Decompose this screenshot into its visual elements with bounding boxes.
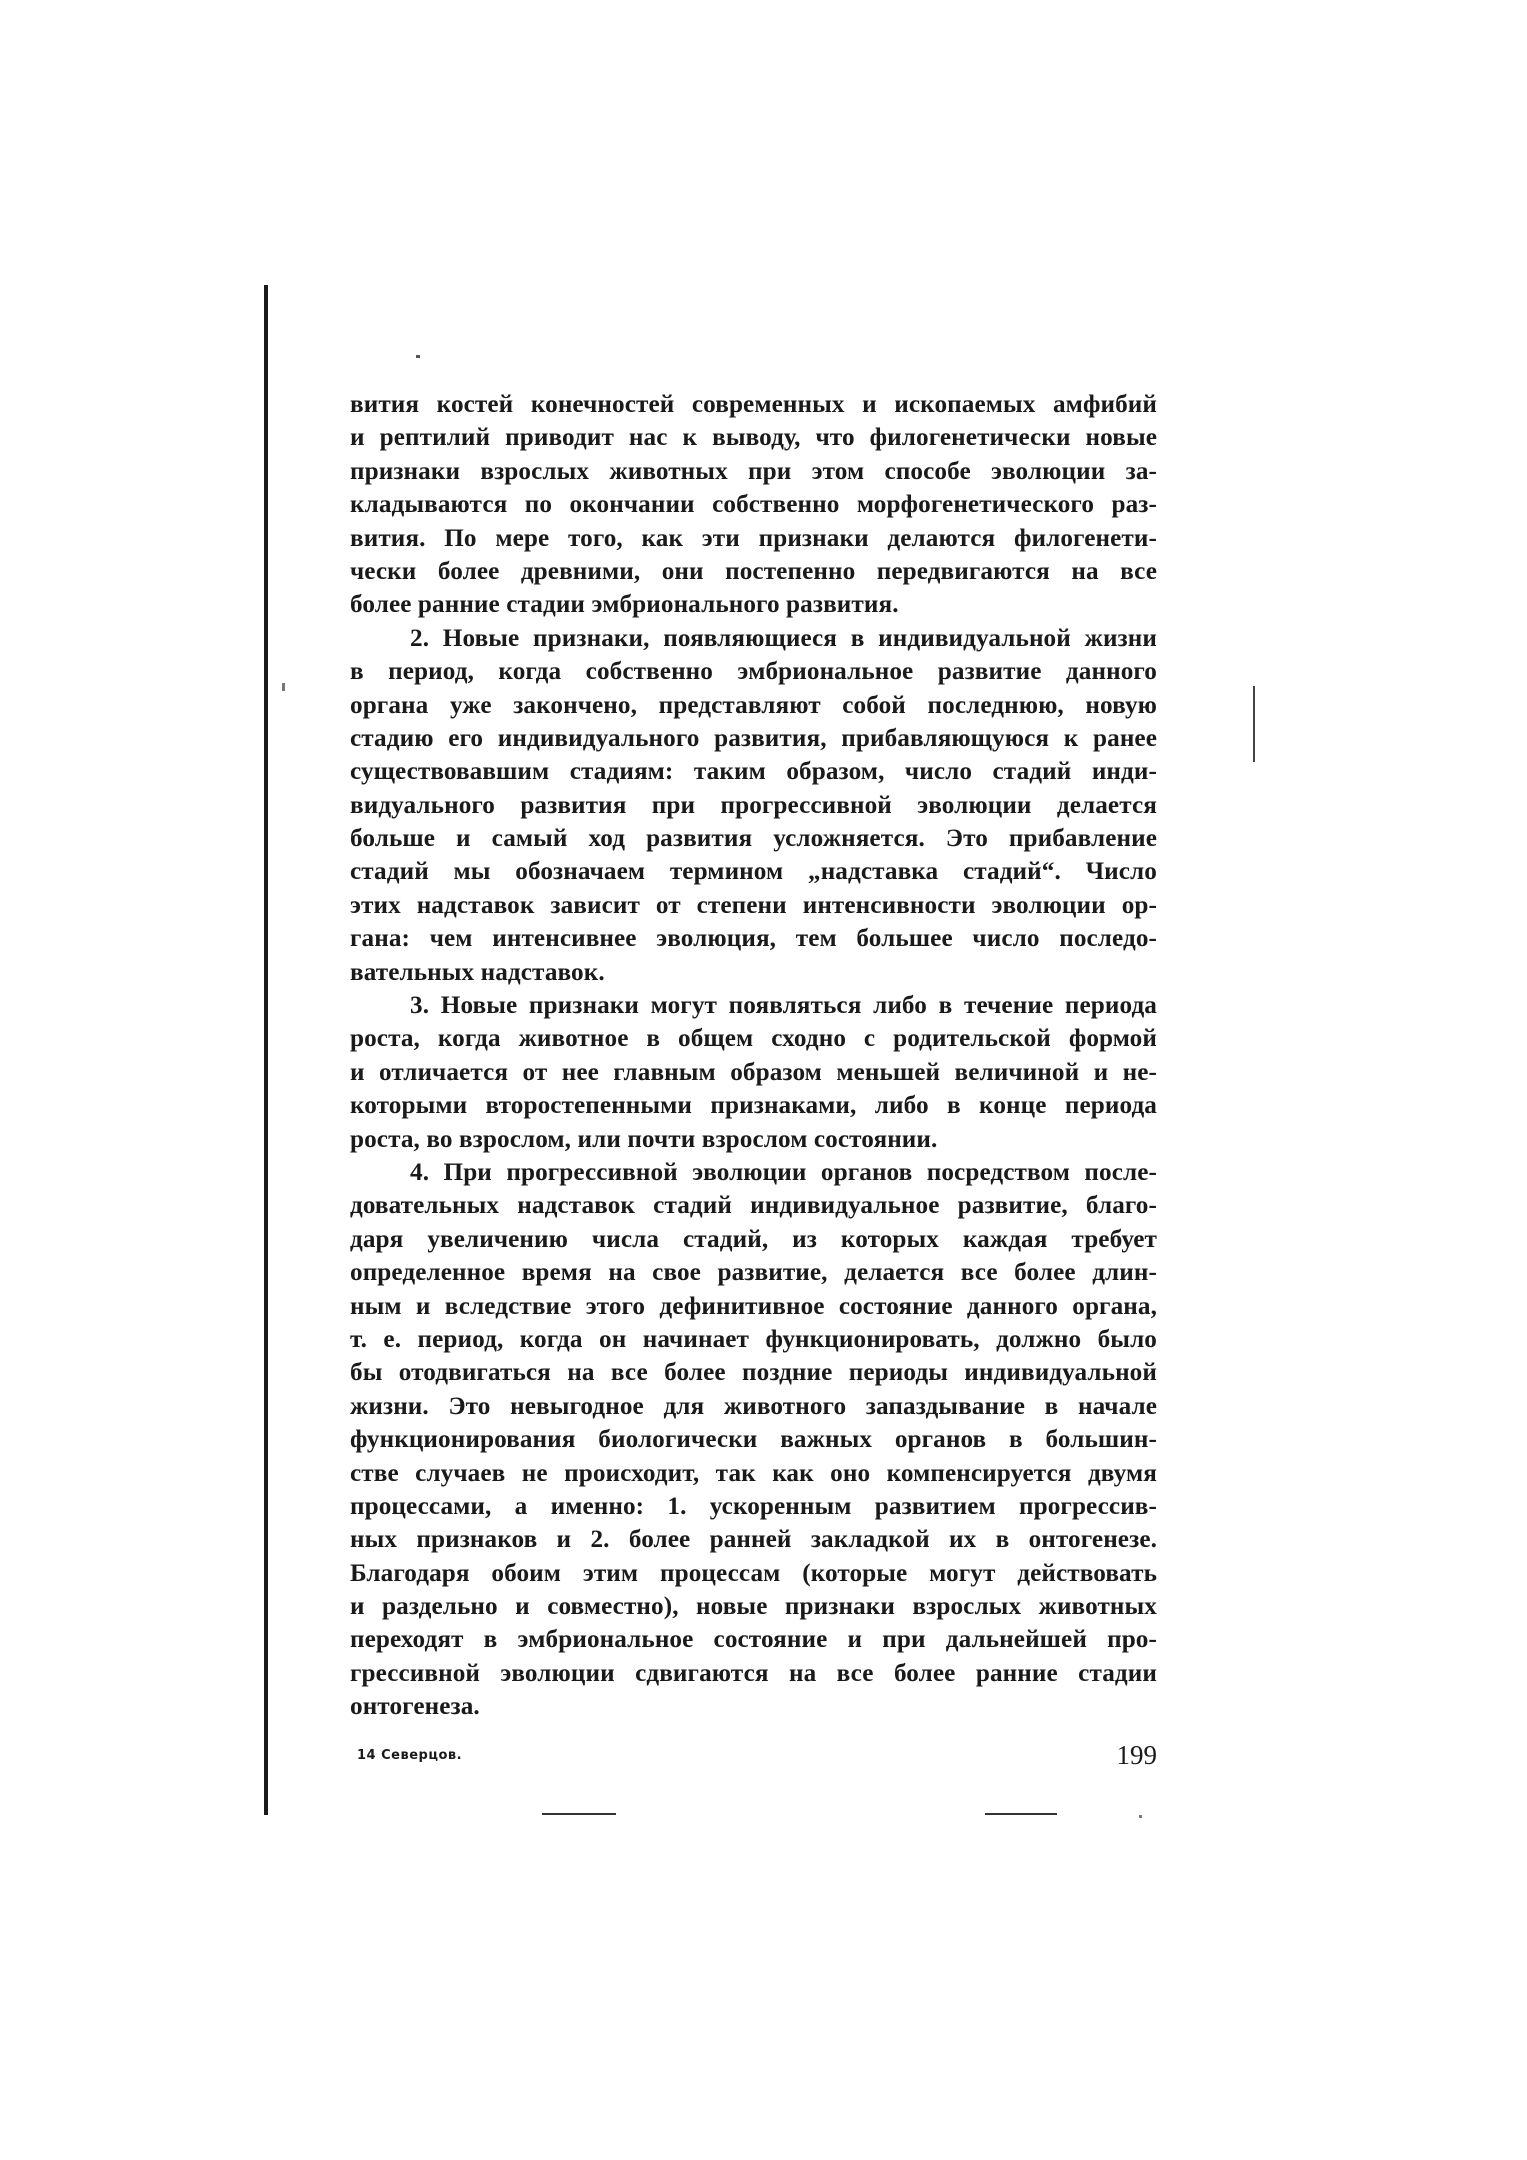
text-line: более ранние стадии эмбрионального развития. <box>350 591 899 619</box>
text-line: и отличается от нее главным образом меньшей величиной и не- <box>350 1058 1157 1086</box>
text-line: роста, когда животное в общем сходно с родительской формой <box>350 1025 1157 1053</box>
text-line: 2. Новые признаки, появляющиеся в индивидуальной жизни <box>410 624 1157 652</box>
text-line: и раздельно и совместно), новые признаки взрослых животных <box>350 1593 1157 1621</box>
text-line: вития костей конечностей современных и ископаемых амфибий <box>350 391 1157 418</box>
page-number: 199 <box>1116 1740 1157 1770</box>
text-line: этих надставок зависит от степени интенсивности эволюции ор- <box>350 891 1157 919</box>
page-footer <box>357 1740 1157 1780</box>
text-line: ных признаков и 2. более ранней закладкой их в онтогенезе. <box>350 1526 1157 1554</box>
text-line: 3. Новые признаки могут появляться либо в течение периода <box>410 992 1157 1020</box>
text-line: и рептилий приводит нас к выводу, что филогенетически новые <box>350 424 1157 452</box>
text-line: довательных надставок стадий индивидуальное развитие, благо- <box>350 1192 1157 1220</box>
text-line: роста, во взрослом, или почти взрослом состоянии. <box>350 1125 938 1153</box>
scan-margin-line-right <box>1253 686 1255 762</box>
text-line: стве случаев не происходит, так как оно компенсируется двумя <box>350 1459 1157 1487</box>
text-line: 4. При прогрессивной эволюции органов посредством после- <box>410 1158 1157 1186</box>
text-line: органа уже закончено, представляют собой последнюю, новую <box>350 691 1157 719</box>
signature-mark: 14 Северцов. <box>357 1748 463 1763</box>
text-line: гана: чем интенсивнее эволюция, тем большее число последо- <box>350 925 1157 953</box>
text-line: т. е. период, когда он начинает функционировать, должно было <box>350 1325 1157 1353</box>
scan-rule-right <box>985 1813 1057 1815</box>
text-line: Благодаря обоим этим процессам (которые могут действовать <box>350 1559 1157 1587</box>
text-line: определенное время на свое развитие, делается все более длин- <box>350 1259 1157 1287</box>
text-line: даря увеличению числа стадий, из которых каждая требует <box>350 1225 1157 1253</box>
text-line: вития. По мере того, как эти признаки делаются филогенети- <box>350 524 1157 552</box>
text-line: которыми второстепенными признаками, либо в конце периода <box>350 1092 1157 1120</box>
text-line: стадий мы обозначаем термином „надставка стадий“. Число <box>350 858 1157 886</box>
text-line: кладываются по окончании собственно морфогенетического раз- <box>350 491 1157 519</box>
text-line: переходят в эмбриональное состояние и при дальнейшей про- <box>350 1626 1157 1654</box>
text-line: функционирования биологически важных органов в большин- <box>350 1426 1157 1454</box>
scan-rule-left <box>542 1813 616 1815</box>
text-line: жизни. Это невыгодное для животного запаздывание в начале <box>350 1392 1157 1420</box>
text-line: бы отодвигаться на все более поздние периоды индивидуальной <box>350 1359 1157 1387</box>
text-line: процессами, а именно: 1. ускоренным развитием прогрессив- <box>350 1492 1157 1520</box>
text-line: онтогенеза. <box>350 1693 480 1721</box>
text-line: чески более древними, они постепенно передвигаются на все <box>350 557 1157 585</box>
text-line: видуального развития при прогрессивной эволюции делается <box>350 791 1157 819</box>
scan-speck <box>1139 1815 1142 1818</box>
scan-margin-line-left <box>264 285 268 1815</box>
text-line: признаки взрослых животных при этом способе эволюции за- <box>350 457 1157 485</box>
text-line: грессивной эволюции сдвигаются на все более ранние стадии <box>350 1659 1157 1687</box>
scan-speck <box>416 355 420 358</box>
text-line: ным и вследствие этого дефинитивное состояние данного органа, <box>350 1292 1157 1320</box>
text-line: в период, когда собственно эмбриональное развитие данного <box>350 658 1157 686</box>
text-line: вательных надставок. <box>350 958 605 986</box>
text-line: больше и самый ход развития усложняется. Это прибавление <box>350 825 1157 853</box>
scan-speck <box>282 683 285 691</box>
page-body-text <box>350 388 1157 1724</box>
text-line: существовавшим стадиям: таким образом, число стадий инди- <box>350 758 1157 786</box>
text-line: стадию его индивидуального развития, прибавляющуюся к ранее <box>350 724 1157 752</box>
